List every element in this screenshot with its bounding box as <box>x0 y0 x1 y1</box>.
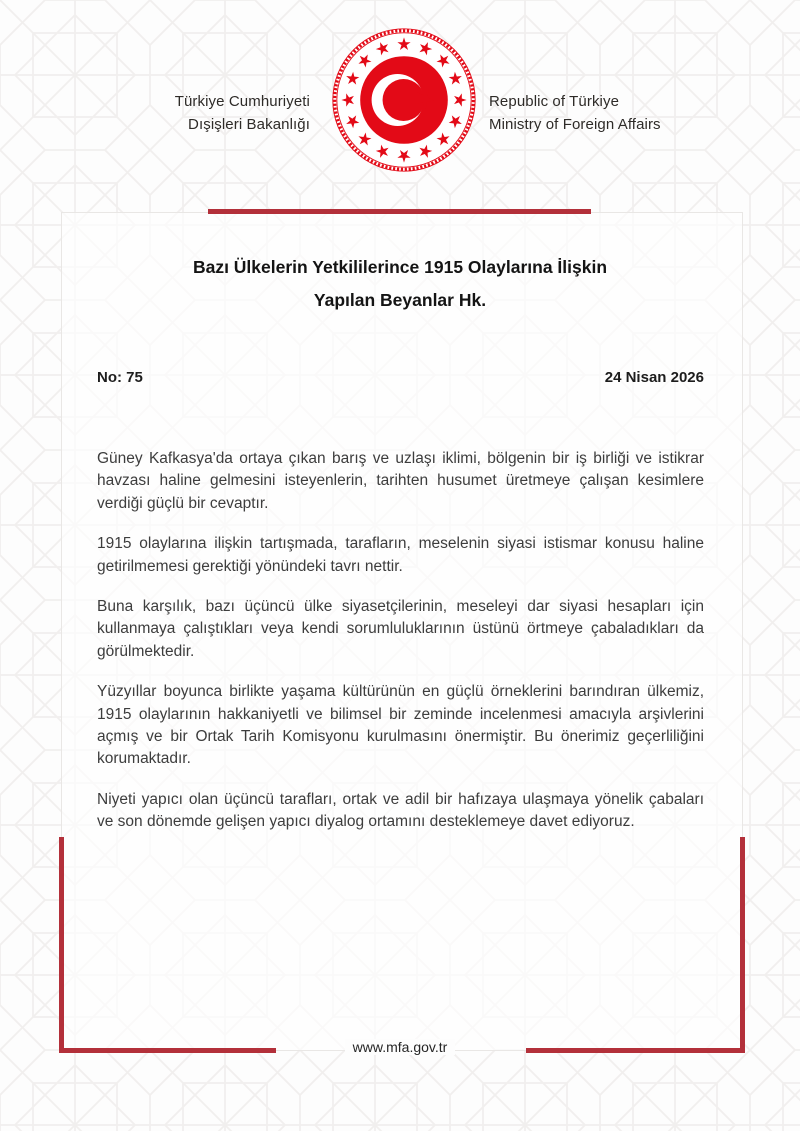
ministry-name-turkish-line1: Türkiye Cumhuriyeti <box>174 93 310 110</box>
release-body <box>97 448 704 852</box>
body-paragraph: Niyeti yapıcı olan üçüncü tarafları, ortak ve adil bir hafızaya ulaşmaya yönelik çabaları ve son dönemde gelişen yapıcı diyalog ortamını desteklemeye davet ediyoruz. <box>97 790 704 831</box>
release-date: 24 Nisan 2026 <box>604 369 704 386</box>
top-accent-bar <box>208 209 591 214</box>
frame-right-line <box>740 837 745 1053</box>
ministry-name-english-line2: Ministry of Foreign Affairs <box>489 116 661 133</box>
website-url: www.mfa.gov.tr <box>345 1039 456 1055</box>
frame-bottom-left-line <box>59 1048 276 1053</box>
ministry-emblem-icon <box>331 27 477 173</box>
body-paragraph: Yüzyıllar boyunca birlikte yaşama kültürünün en güçlü örneklerini barındıran ülkemiz, 1915 olaylarının hakkaniyetli ve bilimsel bir zeminde incelenmesi amacıyla arşivlerini açmış ve bir Ortak Tarih Komisyonu kurulmasını önermiştir. Bu önerimiz geçerliliğini korumaktadır. <box>97 683 704 768</box>
footer <box>300 1039 500 1055</box>
ministry-name-english-line1: Republic of Türkiye <box>489 93 620 110</box>
body-paragraph: Güney Kafkasya'da ortaya çıkan barış ve uzlaşı iklimi, bölgenin bir iş birliği ve istikrar havzası haline gelmesini isteyenlerin, tarihten husumet üretmeye çalışan kesimlere verdiği güçlü bir cevaptır. <box>97 450 704 512</box>
release-number: No: 75 <box>97 369 143 386</box>
ministry-name-turkish-line2: Dışişleri Bakanlığı <box>188 116 310 133</box>
frame-left-line <box>59 837 64 1053</box>
release-meta-row <box>97 369 704 386</box>
body-paragraph: Buna karşılık, bazı üçüncü ülke siyasetçilerinin, meseleyi dar siyasi hesapları için kullanmaya çalıştıkları veya kendi sorumluluklarının üstünü örtmeye çabaladıkları da görülmektedir. <box>97 598 704 660</box>
press-release-title <box>80 251 720 317</box>
ministry-name-turkish <box>75 90 310 136</box>
title-line-1: Bazı Ülkelerin Yetkililerince 1915 Olaylarına İlişkin <box>192 257 608 277</box>
title-line-2: Yapılan Beyanlar Hk. <box>313 290 487 310</box>
frame-bottom-right-line <box>526 1048 745 1053</box>
body-paragraph: 1915 olaylarına ilişkin tartışmada, tarafların, meselenin siyasi istismar konusu haline getirilmemesi gerektiği yönündeki tavrı nettir. <box>97 535 704 575</box>
ministry-name-english <box>489 90 739 136</box>
